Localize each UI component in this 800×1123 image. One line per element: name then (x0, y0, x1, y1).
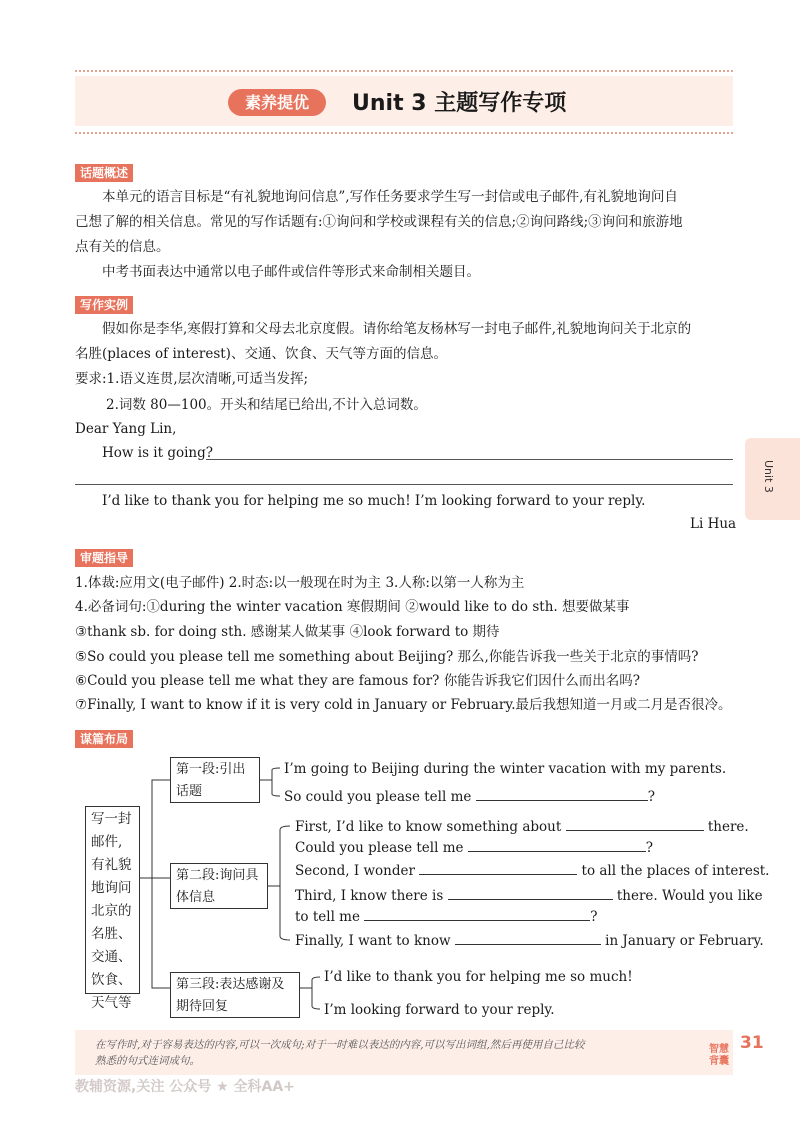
requirement-2: 2.词数 80—100。开头和结尾已给出,不计入总词数。 (106, 397, 427, 413)
overview-line-4: 中考书面表达中通常以电子邮件或信件等形式来命制相关题目。 (102, 264, 480, 280)
para2-sentence-3: Second, I wonder to all the places of interest. (295, 863, 770, 879)
guide-line-1: 1.体裁:应用文(电子邮件) 2.时态:以一般现在时为主 3.人称:以第一人称为主 (75, 575, 525, 591)
para2-blank-2[interactable] (468, 838, 646, 852)
section-tag-layout: 谋篇布局 (75, 730, 133, 748)
outline-para2-box: 第二段:询问具体信息 (170, 863, 268, 909)
page-number: 31 (740, 1033, 764, 1053)
section-tag-overview: 话题概述 (75, 164, 133, 182)
example-line-1: 假如你是李华,寒假打算和父母去北京度假。请你给笔友杨林写一封电子邮件,礼貌地询问关于北京的 (102, 321, 692, 337)
guide-line-4: ⑤So could you please tell me something about Beijing? 那么,你能告诉我一些关于北京的事情吗? (75, 649, 699, 665)
section-tag-example: 写作实例 (75, 296, 133, 314)
outline-para3-box: 第三段:表达感谢及期待回复 (170, 972, 300, 1018)
letter-opening: How is it going? (102, 445, 213, 461)
title-badge: 素养提优 (228, 89, 326, 116)
tip-note-line-1: 在写作时,对于容易表达的内容,可以一次成句;对于一时难以表达的内容,可以写出词组,然后再使用自己比较 (95, 1039, 585, 1051)
memo-label: 智慧背囊 (709, 1044, 729, 1067)
para1-blank-1[interactable] (476, 787, 648, 801)
para2-blank-1[interactable] (566, 817, 704, 831)
para1-sentence-2: So could you please tell me ? (284, 789, 655, 805)
overview-line-2: 己想了解的相关信息。常见的写作话题有:①询问和学校或课程有关的信息;②询问路线;③询问和旅游地 (75, 214, 683, 230)
guide-line-5: ⑥Could you please tell me what they are famous for? 你能告诉我它们因什么而出名吗? (75, 673, 640, 689)
requirement-1: 要求:1.语义连贯,层次清晰,可适当发挥; (75, 371, 309, 387)
letter-signature: Li Hua (690, 516, 737, 532)
para2-sentence-4: Third, I know there is there. Would you like (295, 888, 763, 904)
para1-sentence-1: I’m going to Beijing during the winter vacation with my parents. (284, 761, 727, 777)
tip-note-line-2: 熟悉的句式连词成句。 (95, 1055, 200, 1067)
overview-line-3: 点有关的信息。 (75, 239, 170, 255)
para3-sentence-2: I’m looking forward to your reply. (324, 1002, 555, 1018)
watermark: 教辅资源,关注 公众号 ★ 全科AA+ (75, 1079, 295, 1095)
para2-blank-3[interactable] (419, 861, 577, 875)
unit-side-tab-label: Unit 3 (762, 460, 775, 493)
page-title: Unit 3 主题写作专项 (352, 91, 567, 116)
para2-sentence-2: Could you please tell me ? (295, 840, 654, 856)
guide-line-6: ⑦Finally, I want to know if it is very cold in January or February.最后我想知道一月或二月是否很冷。 (75, 697, 732, 713)
example-line-2: 名胜(places of interest)、交通、饮食、天气等方面的信息。 (75, 346, 447, 362)
para2-blank-6[interactable] (455, 931, 601, 945)
guide-line-3: ③thank sb. for doing sth. 感谢某人做某事 ④look forward to 期待 (75, 624, 500, 640)
para2-sentence-1: First, I’d like to know something about there. (295, 819, 749, 835)
para2-blank-5[interactable] (364, 907, 590, 921)
overview-line-1: 本单元的语言目标是“有礼貌地询问信息”,写作任务要求学生写一封信或电子邮件,有礼貌地询问自 (102, 189, 678, 205)
para2-sentence-5: to tell me ? (295, 909, 598, 925)
para2-blank-4[interactable] (448, 886, 613, 900)
para2-sentence-6: Finally, I want to know in January or February. (295, 933, 764, 949)
outline-para1-box: 第一段:引出话题 (170, 757, 260, 803)
guide-line-2: 4.必备词句:①during the winter vacation 寒假期间 ②would like to do sth. 想要做某事 (75, 599, 630, 615)
para3-sentence-1: I’d like to thank you for helping me so much! (324, 969, 633, 985)
letter-greeting: Dear Yang Lin, (75, 421, 177, 437)
letter-closing: I’d like to thank you for helping me so much! I’m looking forward to your reply. (102, 493, 646, 509)
tip-note (95, 1037, 584, 1069)
section-tag-guide: 审题指导 (75, 549, 133, 567)
outline-root-box: 写一封邮件,有礼貌地询问北京的名胜、交通、饮食、天气等 (85, 806, 140, 994)
